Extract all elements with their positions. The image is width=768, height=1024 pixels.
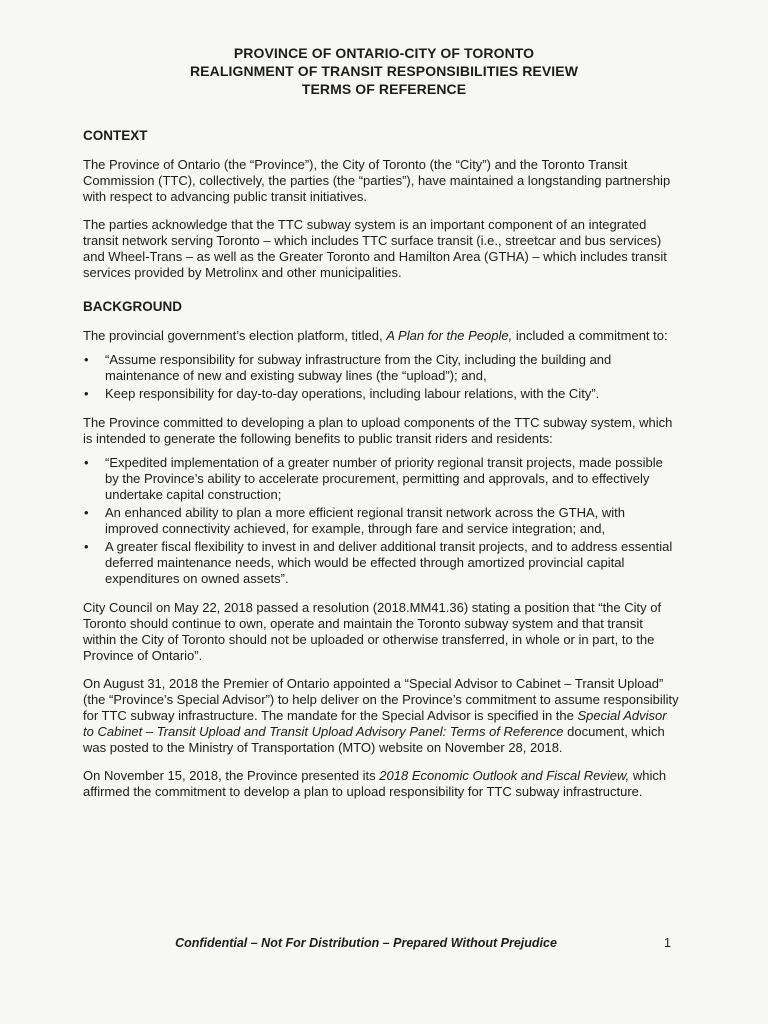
page-number: 1	[664, 936, 671, 950]
section-heading-context: CONTEXT	[83, 128, 148, 143]
text-run: which affirmed the commitment to develop a plan to upload responsibility for TTC subway infrastructure.	[83, 768, 667, 799]
section-heading-background: BACKGROUND	[83, 299, 182, 314]
list-item-text: An enhanced ability to plan a more efficient regional transit network across the GTHA, with improved connectivity achieved, for example, through fare and service integration; and,	[105, 505, 626, 536]
background-paragraph-4	[83, 676, 679, 756]
bullet-icon: •	[84, 352, 89, 367]
background-paragraph-2: The Province committed to developing a plan to upload components of the TTC subway system, which is intended to generate the following benefits to public transit riders and residents:	[83, 415, 673, 446]
text-run: On August 31, 2018 the Premier of Ontario appointed a “Special Advisor to Cabinet – Transit Upload” (the “Province’s Special Advisor”) to help deliver on the Province’s commitment to assume responsibility for TTC subway infrastructure. The mandate for the Special Advisor is specified in the	[83, 676, 679, 723]
italic-document-title: Special Advisor to Cabinet – Transit Upload and Transit Upload Advisory Panel: Terms of Reference	[83, 708, 667, 739]
text-run: included a commitment to:	[512, 328, 668, 343]
list-item	[83, 539, 679, 587]
title-line-3: TERMS OF REFERENCE	[301, 81, 467, 97]
list-item	[83, 505, 679, 537]
bullet-icon: •	[84, 386, 89, 401]
document-body	[83, 127, 679, 812]
bullet-icon: •	[84, 505, 89, 520]
confidentiality-notice: Confidential – Not For Distribution – Prepared Without Prejudice	[175, 936, 557, 950]
italic-report-title: 2018 Economic Outlook and Fiscal Review,	[379, 768, 630, 783]
title-line-2: REALIGNMENT OF TRANSIT RESPONSIBILITIES REVIEW	[189, 63, 579, 79]
context-paragraph-2: The parties acknowledge that the TTC subway system is an important component of an integrated transit network serving Toronto – which includes TTC surface transit (i.e., streetcar and bus services) and Wheel-Trans – as well as the Greater Toronto and Hamilton Area (GTHA) – which includes transit services provided by Metrolinx and other municipalities.	[83, 217, 667, 280]
background-paragraph-1	[83, 328, 679, 344]
list-item	[83, 455, 679, 503]
context-paragraph-1: The Province of Ontario (the “Province”), the City of Toronto (the “City”) and the Toronto Transit Commission (TTC), collectively, the parties (the “parties”), have maintained a longstanding partnership with respect to advancing public transit initiatives.	[83, 157, 671, 204]
bullet-icon: •	[84, 455, 89, 470]
background-paragraph-5	[83, 768, 679, 800]
text-run: On November 15, 2018, the Province presented its	[83, 768, 380, 783]
list-item-text: Keep responsibility for day-to-day operations, including labour relations, with the City”.	[105, 386, 600, 401]
document-title	[0, 44, 768, 98]
list-item-text: A greater fiscal flexibility to invest in and deliver additional transit projects, and to address essential deferred maintenance needs, which would be effected through amortized provincial capital expenditures on owned assets”.	[105, 539, 673, 586]
text-run: The provincial government’s election platform, titled,	[83, 328, 387, 343]
list-item-text: “Assume responsibility for subway infrastructure from the City, including the building and maintenance of new and existing subway lines (the “upload”); and,	[105, 352, 612, 383]
list-item	[83, 386, 679, 402]
italic-title: A Plan for the People,	[386, 328, 513, 343]
background-paragraph-3: City Council on May 22, 2018 passed a resolution (2018.MM41.36) stating a position that “the City of Toronto should continue to own, operate and maintain the Toronto subway system and that transit within the City of Toronto should not be uploaded or otherwise transferred, in whole or in part, to the Province of Ontario”.	[83, 600, 662, 663]
bullet-icon: •	[84, 539, 89, 554]
list-item	[83, 352, 679, 384]
list-item-text: “Expedited implementation of a greater number of priority regional transit projects, made possible by the Province’s ability to accelerate procurement, permitting and approvals, and to effectively undertake capital construction;	[105, 455, 663, 502]
benefits-list	[83, 455, 679, 587]
text-run: document, which was posted to the Ministry of Transportation (MTO) website on November 28, 2018.	[83, 724, 665, 755]
title-line-1: PROVINCE OF ONTARIO-CITY OF TORONTO	[233, 45, 535, 61]
commitment-list	[83, 352, 679, 402]
